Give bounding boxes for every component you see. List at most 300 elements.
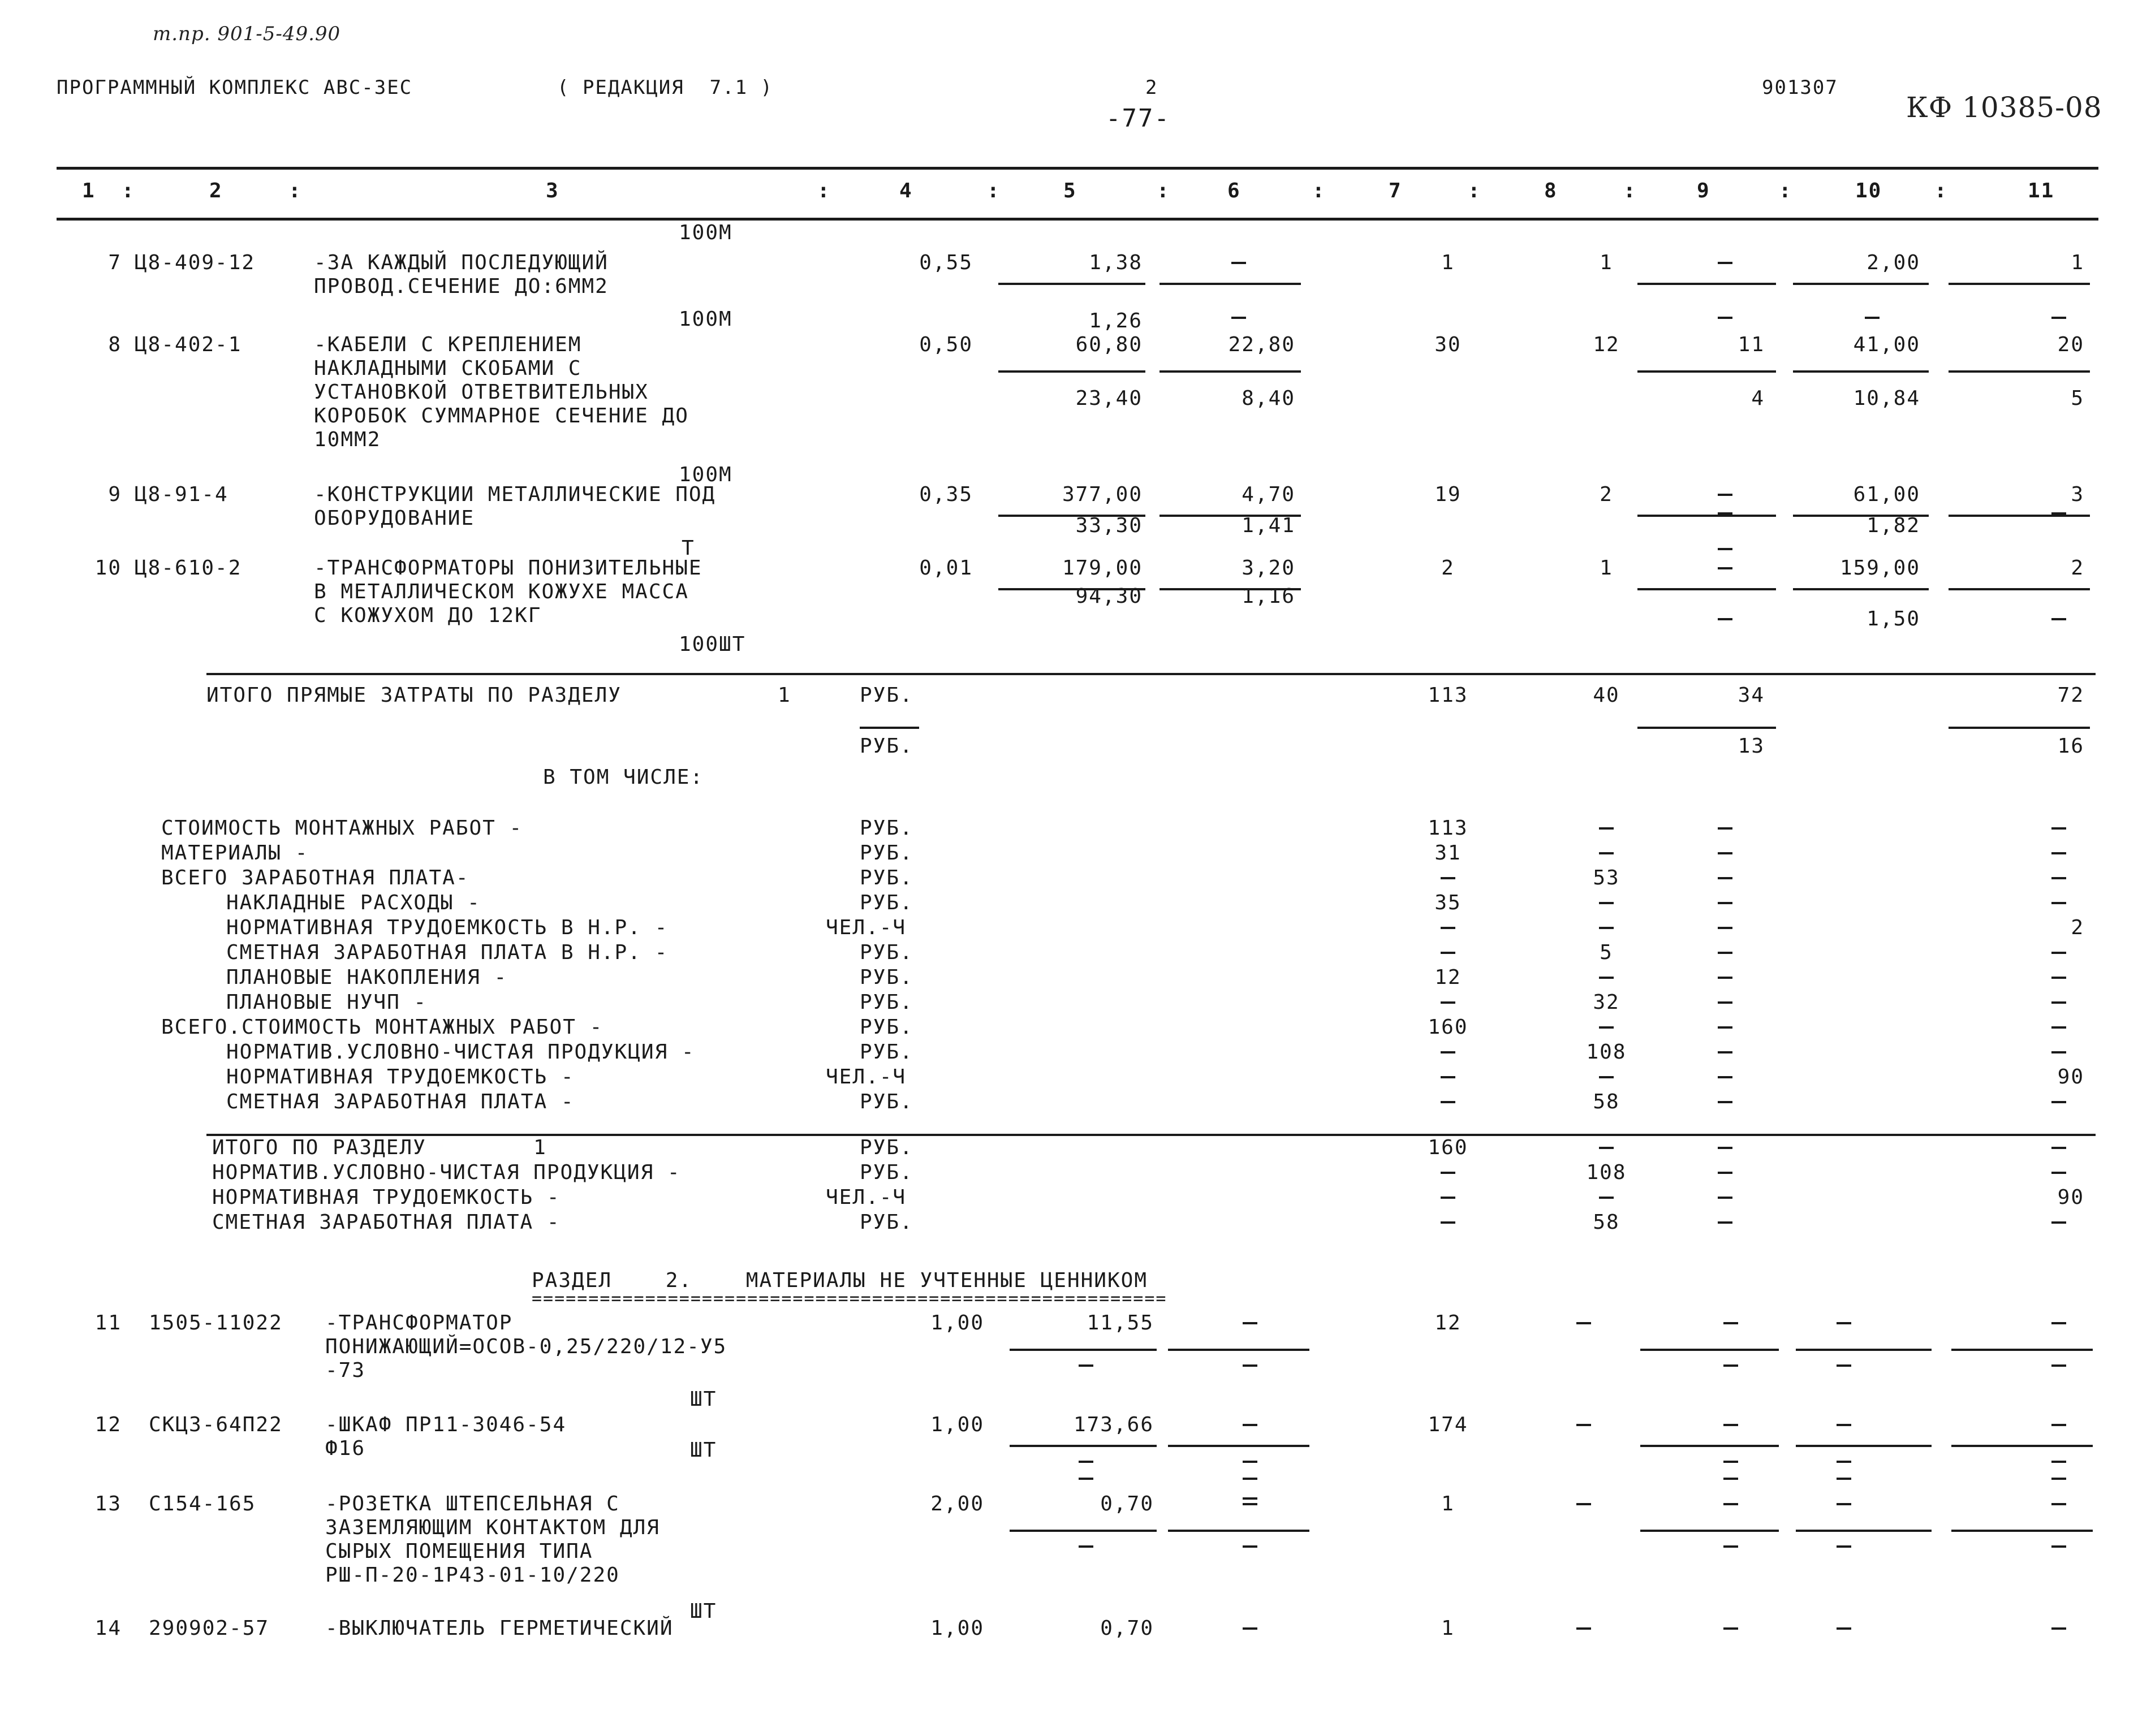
cell-underline xyxy=(1640,1349,1779,1351)
col8-value: 12 xyxy=(1593,333,1620,356)
section-total-col11 xyxy=(2051,1221,2066,1224)
direct-col8: 40 xyxy=(1593,684,1620,707)
summary-col11 xyxy=(2051,902,2066,904)
section-total-col11 xyxy=(2051,1172,2066,1174)
summary-col8: 53 xyxy=(1593,866,1620,889)
row-number: 9 xyxy=(108,483,122,506)
cell-underline xyxy=(1949,588,2090,590)
row-description: В МЕТАЛЛИЧЕСКОМ КОЖУХЕ МАССА xyxy=(314,580,689,603)
summary-col8: 5 xyxy=(1600,941,1613,964)
empty-dash xyxy=(1718,548,1732,550)
column-separator: : xyxy=(1623,179,1637,202)
handwritten-reference: т.пр. 901-5-49.90 xyxy=(153,23,341,45)
empty-dash xyxy=(1243,1545,1257,1548)
row-description: -ШКАФ ПР11-3046-54 xyxy=(325,1413,567,1436)
summary-line-label: СТОИМОСТЬ МОНТАЖНЫХ РАБОТ - xyxy=(161,817,523,840)
summary-col7 xyxy=(1441,1076,1455,1078)
col6-value xyxy=(1231,262,1246,264)
row-number: 10 xyxy=(94,556,122,580)
empty-dash xyxy=(1718,1147,1732,1149)
empty-dash xyxy=(1718,1076,1732,1078)
summary-col7: 12 xyxy=(1434,966,1462,989)
empty-dash xyxy=(1718,952,1732,954)
section-total-col8 xyxy=(1599,1147,1614,1149)
summary-col8 xyxy=(1599,1076,1614,1078)
cell-underline xyxy=(1637,283,1776,285)
empty-dash xyxy=(1576,1503,1591,1505)
empty-dash xyxy=(1718,827,1732,830)
col4-value: 1,00 xyxy=(930,1311,984,1335)
summary-line-unit: ЧЕЛ.-Ч xyxy=(826,1065,907,1089)
archive-stamp: КФ 10385-08 xyxy=(1906,91,2102,124)
including-label: В ТОМ ЧИСЛЕ: xyxy=(543,766,704,789)
cell-underline xyxy=(1010,1445,1157,1447)
section-total-unit: ЧЕЛ.-Ч xyxy=(826,1186,907,1209)
cell-underline xyxy=(1640,1530,1779,1532)
row-description: 10ММ2 xyxy=(314,428,381,451)
column-separator: : xyxy=(1312,179,1326,202)
col10-value: 159,00 xyxy=(1839,556,1920,580)
col5-value: 179,00 xyxy=(1062,556,1143,580)
column-separator: : xyxy=(817,179,831,202)
summary-col11 xyxy=(2051,1101,2066,1103)
empty-dash xyxy=(2051,1478,2066,1480)
summary-col8 xyxy=(1599,927,1614,929)
row-unit: ШТ xyxy=(690,1388,717,1411)
section-total-col7 xyxy=(1441,1221,1455,1224)
summary-col11 xyxy=(2051,1051,2066,1053)
row-code: Ц8-402-1 xyxy=(135,333,242,356)
summary-col8 xyxy=(1599,902,1614,904)
row-unit: ШТ xyxy=(690,1439,717,1462)
empty-dash xyxy=(1576,1627,1591,1630)
empty-dash xyxy=(1718,977,1732,979)
empty-dash xyxy=(1837,1627,1851,1630)
row-description: КОРОБОК СУММАРНОЕ СЕЧЕНИЕ ДО xyxy=(314,404,689,427)
column-number-10: 10 xyxy=(1855,179,1882,202)
summary-col11 xyxy=(2051,877,2066,879)
cell-underline xyxy=(1796,1445,1932,1447)
empty-dash xyxy=(1723,1478,1738,1480)
empty-dash xyxy=(1576,1322,1591,1324)
row-code: Ц8-91-4 xyxy=(135,483,229,506)
summary-line-unit: ЧЕЛ.-Ч xyxy=(826,916,907,939)
col11-value-lower: 5 xyxy=(2071,387,2084,410)
section-total-unit: РУБ. xyxy=(860,1161,913,1184)
section-total-col7 xyxy=(1441,1172,1455,1174)
empty-dash xyxy=(1718,927,1732,929)
summary-line-label: СМЕТНАЯ ЗАРАБОТНАЯ ПЛАТА В Н.Р. - xyxy=(226,941,669,964)
empty-dash xyxy=(2051,1461,2066,1463)
empty-dash xyxy=(1723,1322,1738,1324)
page-number: 2 xyxy=(1145,76,1158,99)
empty-dash xyxy=(1079,1478,1093,1480)
col4-value: 1,00 xyxy=(930,1617,984,1640)
empty-dash xyxy=(2051,1503,2066,1505)
empty-dash xyxy=(1837,1503,1851,1505)
cell-underline xyxy=(1951,1445,2093,1447)
summary-col11: 90 xyxy=(2057,1065,2084,1089)
col5-value-lower: 1,26 xyxy=(1089,309,1143,332)
col6-value-lower: 8,40 xyxy=(1242,387,1295,410)
summary-col7 xyxy=(1441,1001,1455,1004)
empty-dash xyxy=(2051,1364,2066,1367)
cell-underline xyxy=(998,370,1145,373)
empty-dash xyxy=(1837,1424,1851,1426)
col7-value: 19 xyxy=(1434,483,1462,506)
summary-col8: 32 xyxy=(1593,991,1620,1014)
summary-line-label: НАКЛАДНЫЕ РАСХОДЫ - xyxy=(226,891,481,914)
summary-line-label: ПЛАНОВЫЕ НАКОПЛЕНИЯ - xyxy=(226,966,508,989)
column-number-9: 9 xyxy=(1697,179,1710,202)
column-number-8: 8 xyxy=(1544,179,1558,202)
empty-dash xyxy=(1723,1545,1738,1548)
summary-col8 xyxy=(1599,1026,1614,1029)
column-number-1: 1 xyxy=(82,179,96,202)
summary-col7 xyxy=(1441,1051,1455,1053)
summary-line-unit: РУБ. xyxy=(860,1090,913,1113)
summary-col7 xyxy=(1441,1101,1455,1103)
summary-line-label: ПЛАНОВЫЕ НУЧП - xyxy=(226,991,428,1014)
column-number-11: 11 xyxy=(2028,179,2055,202)
title-double-rule: ======================================================== xyxy=(532,1289,1167,1309)
row-description: -РОЗЕТКА ШТЕПСЕЛЬНАЯ С xyxy=(325,1492,620,1515)
empty-dash xyxy=(1243,1627,1257,1630)
cell-underline xyxy=(1951,1530,2093,1532)
currency-label: РУБ. xyxy=(860,735,913,758)
empty-dash xyxy=(2051,1627,2066,1630)
empty-dash xyxy=(1723,1627,1738,1630)
column-separator: : xyxy=(1779,179,1792,202)
empty-dash xyxy=(1718,1221,1732,1224)
row-description: ОБОРУДОВАНИЕ xyxy=(314,507,475,530)
row-number: 8 xyxy=(108,333,122,356)
row-description: СЫРЫХ ПОМЕЩЕНИЯ ТИПА xyxy=(325,1540,593,1563)
section-total-col8: 108 xyxy=(1586,1161,1627,1184)
summary-line-label: ВСЕГО ЗАРАБОТНАЯ ПЛАТА- xyxy=(161,866,469,889)
section-total-label: СМЕТНАЯ ЗАРАБОТНАЯ ПЛАТА - xyxy=(212,1211,561,1234)
summary-line-label: НОРМАТИВНАЯ ТРУДОЕМКОСТЬ - xyxy=(226,1065,575,1089)
row-description: -ТРАНСФОРМАТОР xyxy=(325,1311,513,1335)
empty-dash xyxy=(1243,1497,1257,1500)
summary-col7 xyxy=(1441,877,1455,879)
cell-underline xyxy=(1637,727,1776,729)
col10-value: 61,00 xyxy=(1853,483,1920,506)
col7-value: 174 xyxy=(1428,1413,1468,1436)
col5-value: 0,70 xyxy=(1100,1617,1154,1640)
empty-dash xyxy=(2051,512,2066,515)
empty-dash xyxy=(1837,1364,1851,1367)
summary-line-unit: РУБ. xyxy=(860,1016,913,1039)
section-total-label: НОРМАТИВНАЯ ТРУДОЕМКОСТЬ - xyxy=(212,1186,561,1209)
direct-col11: 72 xyxy=(2057,684,2084,707)
cell-underline xyxy=(1949,283,2090,285)
empty-dash xyxy=(1718,1001,1732,1004)
summary-col7 xyxy=(1441,927,1455,929)
cell-underline xyxy=(1168,1530,1309,1532)
summary-col11 xyxy=(2051,1001,2066,1004)
currency-underline xyxy=(860,727,919,729)
summary-col11 xyxy=(2051,977,2066,979)
empty-dash xyxy=(2051,317,2066,319)
summary-col11: 2 xyxy=(2071,916,2084,939)
column-number-3: 3 xyxy=(546,179,559,202)
cell-underline xyxy=(1949,515,2090,517)
column-number-2: 2 xyxy=(209,179,223,202)
summary-col8 xyxy=(1599,977,1614,979)
summary-line-label: МАТЕРИАЛЫ - xyxy=(161,841,309,865)
col6-value-lower: 1,41 xyxy=(1242,514,1295,537)
col7-value: 1 xyxy=(1441,1492,1455,1515)
column-number-5: 5 xyxy=(1063,179,1077,202)
empty-dash xyxy=(1837,1478,1851,1480)
summary-col7: 113 xyxy=(1428,817,1468,840)
row-description: -ВЫКЛЮЧАТЕЛЬ ГЕРМЕТИЧЕСКИЙ xyxy=(325,1617,674,1640)
empty-dash xyxy=(1079,1364,1093,1367)
direct-col11-lower: 16 xyxy=(2057,735,2084,758)
column-number-6: 6 xyxy=(1227,179,1241,202)
row-description: -73 xyxy=(325,1359,366,1382)
cell-underline xyxy=(1637,370,1776,373)
col10-value: 2,00 xyxy=(1867,251,1920,274)
col5-value-lower: 94,30 xyxy=(1075,585,1143,608)
row-description: -ЗА КАЖДЫЙ ПОСЛЕДУЮЩИЙ xyxy=(314,251,609,274)
row-code: Ц8-610-2 xyxy=(135,556,242,580)
row-unit: 100М xyxy=(679,308,732,331)
summary-col7: 31 xyxy=(1434,841,1462,865)
cell-underline xyxy=(1796,1349,1932,1351)
row-description: -ТРАНСФОРМАТОРЫ ПОНИЗИТЕЛЬНЫЕ xyxy=(314,556,702,580)
empty-dash xyxy=(1243,1364,1257,1367)
row-code: СКЦ3-64П22 xyxy=(149,1413,283,1436)
col9-value: 11 xyxy=(1738,333,1765,356)
empty-dash xyxy=(1231,317,1246,319)
edition-label: ( РЕДАКЦИЯ 7.1 ) xyxy=(557,76,773,99)
row-unit: Т xyxy=(682,537,695,560)
summary-col8: 108 xyxy=(1586,1040,1627,1064)
direct-col9-lower: 13 xyxy=(1738,735,1765,758)
col5-value: 173,66 xyxy=(1073,1413,1154,1436)
empty-dash xyxy=(1718,1101,1732,1103)
col11-value: 20 xyxy=(2057,333,2084,356)
row-number: 13 xyxy=(94,1492,122,1515)
summary-col11 xyxy=(2051,1026,2066,1029)
col6-value: 4,70 xyxy=(1242,483,1295,506)
empty-dash xyxy=(1243,1461,1257,1463)
empty-dash xyxy=(1718,512,1732,515)
section-total-col7: 160 xyxy=(1428,1136,1468,1159)
empty-dash xyxy=(1837,1545,1851,1548)
summary-line-label: НОРМАТИВНАЯ ТРУДОЕМКОСТЬ В Н.Р. - xyxy=(226,916,669,939)
row-description: С КОЖУХОМ ДО 12КГ xyxy=(314,604,542,627)
summary-col11 xyxy=(2051,852,2066,854)
summary-line-unit: РУБ. xyxy=(860,866,913,889)
header-rule-bottom xyxy=(57,218,2098,221)
row-number: 14 xyxy=(94,1617,122,1640)
cell-underline xyxy=(1010,1349,1157,1351)
empty-dash xyxy=(1718,1026,1732,1029)
cell-underline xyxy=(1793,370,1929,373)
empty-dash xyxy=(2051,1424,2066,1426)
section-total-col8: 58 xyxy=(1593,1211,1620,1234)
row-description: Ф16 xyxy=(325,1437,366,1460)
cell-underline xyxy=(1793,283,1929,285)
row-description: -КОНСТРУКЦИИ МЕТАЛЛИЧЕСКИЕ ПОД xyxy=(314,483,716,506)
section-total-col11 xyxy=(2051,1147,2066,1149)
direct-col7: 113 xyxy=(1428,684,1468,707)
cell-underline xyxy=(1793,588,1929,590)
empty-dash xyxy=(1243,1478,1257,1480)
cell-underline xyxy=(1640,1445,1779,1447)
empty-dash xyxy=(1243,1424,1257,1426)
col5-value-lower: 23,40 xyxy=(1075,387,1143,410)
column-separator: : xyxy=(987,179,1001,202)
col11-value: 3 xyxy=(2071,483,2084,506)
col11-value: 1 xyxy=(2071,251,2084,274)
direct-costs-section-number: 1 xyxy=(778,684,791,707)
empty-dash xyxy=(1723,1424,1738,1426)
col7-value: 2 xyxy=(1441,556,1455,580)
summary-line-unit: РУБ. xyxy=(860,1040,913,1064)
col4-value: 0,50 xyxy=(919,333,973,356)
empty-dash xyxy=(1079,1545,1093,1548)
row-description: РШ-П-20-1Р43-01-10/220 xyxy=(325,1564,620,1587)
cell-underline xyxy=(998,283,1145,285)
empty-dash xyxy=(1718,1051,1732,1053)
cell-underline xyxy=(1637,588,1776,590)
row-description: -КАБЕЛИ С КРЕПЛЕНИЕМ xyxy=(314,333,582,356)
section-total-label: ИТОГО ПО РАЗДЕЛУ 1 xyxy=(212,1136,547,1159)
col5-value: 0,70 xyxy=(1100,1492,1154,1515)
summary-line-unit: РУБ. xyxy=(860,817,913,840)
row-description: ПОНИЖАЮЩИЙ=ОСОВ-0,25/220/12-У5 xyxy=(325,1335,727,1358)
empty-dash xyxy=(2051,1322,2066,1324)
summary-line-label: СМЕТНАЯ ЗАРАБОТНАЯ ПЛАТА - xyxy=(226,1090,575,1113)
direct-costs-label: ИТОГО ПРЯМЫЕ ЗАТРАТЫ ПО РАЗДЕЛУ xyxy=(206,684,622,707)
cell-underline xyxy=(1168,1349,1309,1351)
col5-value: 1,38 xyxy=(1089,251,1143,274)
cell-underline xyxy=(1949,370,2090,373)
column-number-4: 4 xyxy=(899,179,913,202)
col5-value-lower: 33,30 xyxy=(1075,514,1143,537)
section2-title: РАЗДЕЛ 2. МАТЕРИАЛЫ НЕ УЧТЕННЫЕ ЦЕННИКОМ xyxy=(532,1269,1148,1292)
empty-dash xyxy=(2051,618,2066,620)
col6-value: 3,20 xyxy=(1242,556,1295,580)
cell-underline xyxy=(1010,1530,1157,1532)
col4-value: 0,01 xyxy=(919,556,973,580)
empty-dash xyxy=(1723,1461,1738,1463)
summary-col11 xyxy=(2051,827,2066,830)
col8-value: 2 xyxy=(1600,483,1613,506)
section-total-col11: 90 xyxy=(2057,1186,2084,1209)
empty-dash xyxy=(1576,1424,1591,1426)
summary-col11 xyxy=(2051,952,2066,954)
row-description: УСТАНОВКОЙ ОТВЕТВИТЕЛЬНЫХ xyxy=(314,381,649,404)
col7-value: 1 xyxy=(1441,251,1455,274)
col10-value-lower: 1,50 xyxy=(1867,607,1920,631)
empty-dash xyxy=(1723,1364,1738,1367)
header-rule-top xyxy=(57,167,2098,170)
column-separator: : xyxy=(1468,179,1481,202)
empty-dash xyxy=(1718,877,1732,879)
summary-line-unit: РУБ. xyxy=(860,991,913,1014)
program-title: ПРОГРАММНЫЙ КОМПЛЕКС АВС-3ЕС xyxy=(57,76,413,99)
col7-value: 12 xyxy=(1434,1311,1462,1335)
col6-value-lower: 1,16 xyxy=(1242,585,1295,608)
empty-dash xyxy=(1865,317,1880,319)
row-number: 12 xyxy=(94,1413,122,1436)
empty-dash xyxy=(2051,1545,2066,1548)
section-total-unit: РУБ. xyxy=(860,1211,913,1234)
row-code: С154-165 xyxy=(149,1492,256,1515)
direct-col9: 34 xyxy=(1738,684,1765,707)
row-number: 7 xyxy=(108,251,122,274)
empty-dash xyxy=(1718,852,1732,854)
column-separator: : xyxy=(1157,179,1170,202)
row-code: 290902-57 xyxy=(149,1617,270,1640)
summary-col8 xyxy=(1599,852,1614,854)
empty-dash xyxy=(1243,1503,1257,1505)
cell-underline xyxy=(1168,1445,1309,1447)
summary-col8 xyxy=(1599,827,1614,830)
col5-value: 377,00 xyxy=(1062,483,1143,506)
col4-value: 1,00 xyxy=(930,1413,984,1436)
row-description: НАКЛАДНЫМИ СКОБАМИ С xyxy=(314,357,582,380)
summary-line-label: ВСЕГО.СТОИМОСТЬ МОНТАЖНЫХ РАБОТ - xyxy=(161,1016,604,1039)
summary-col7 xyxy=(1441,952,1455,954)
row-code: Ц8-409-12 xyxy=(135,251,256,274)
empty-dash xyxy=(1723,1503,1738,1505)
empty-dash xyxy=(1837,1461,1851,1463)
summary-col7: 160 xyxy=(1428,1016,1468,1039)
summary-line-unit: РУБ. xyxy=(860,941,913,964)
cell-underline xyxy=(1796,1530,1932,1532)
summary-line-unit: РУБ. xyxy=(860,841,913,865)
section-total-col8 xyxy=(1599,1197,1614,1199)
empty-dash xyxy=(1243,1322,1257,1324)
section-total-unit: РУБ. xyxy=(860,1136,913,1159)
unit-label: 100М xyxy=(679,221,732,244)
empty-dash xyxy=(1718,317,1732,319)
currency-label: РУБ. xyxy=(860,684,913,707)
column-separator: : xyxy=(288,179,302,202)
col10-value-lower: 10,84 xyxy=(1853,387,1920,410)
empty-dash xyxy=(1837,1322,1851,1324)
empty-dash xyxy=(1718,1172,1732,1174)
summary-line-unit: РУБ. xyxy=(860,891,913,914)
summary-col7: 35 xyxy=(1434,891,1462,914)
col5-value: 60,80 xyxy=(1075,333,1143,356)
section-total-label: НОРМАТИВ.УСЛОВНО-ЧИСТАЯ ПРОДУКЦИЯ - xyxy=(212,1161,681,1184)
col4-value: 0,55 xyxy=(919,251,973,274)
col4-value: 2,00 xyxy=(930,1492,984,1515)
col5-value: 11,55 xyxy=(1087,1311,1154,1335)
cell-underline xyxy=(1951,1349,2093,1351)
column-separator: : xyxy=(1934,179,1948,202)
row-unit: 100ШТ xyxy=(679,633,746,656)
page-subnumber: -77- xyxy=(1106,104,1170,133)
section-rule xyxy=(206,673,2096,675)
col6-value: 22,80 xyxy=(1228,333,1295,356)
cell-underline xyxy=(1159,283,1301,285)
row-description: ПРОВОД.СЕЧЕНИЕ ДО:6ММ2 xyxy=(314,275,609,298)
column-separator: : xyxy=(122,179,135,202)
col11-value: 2 xyxy=(2071,556,2084,580)
empty-dash xyxy=(1079,1461,1093,1463)
row-code: 1505-11022 xyxy=(149,1311,283,1335)
column-number-7: 7 xyxy=(1389,179,1402,202)
cell-underline xyxy=(1949,727,2090,729)
